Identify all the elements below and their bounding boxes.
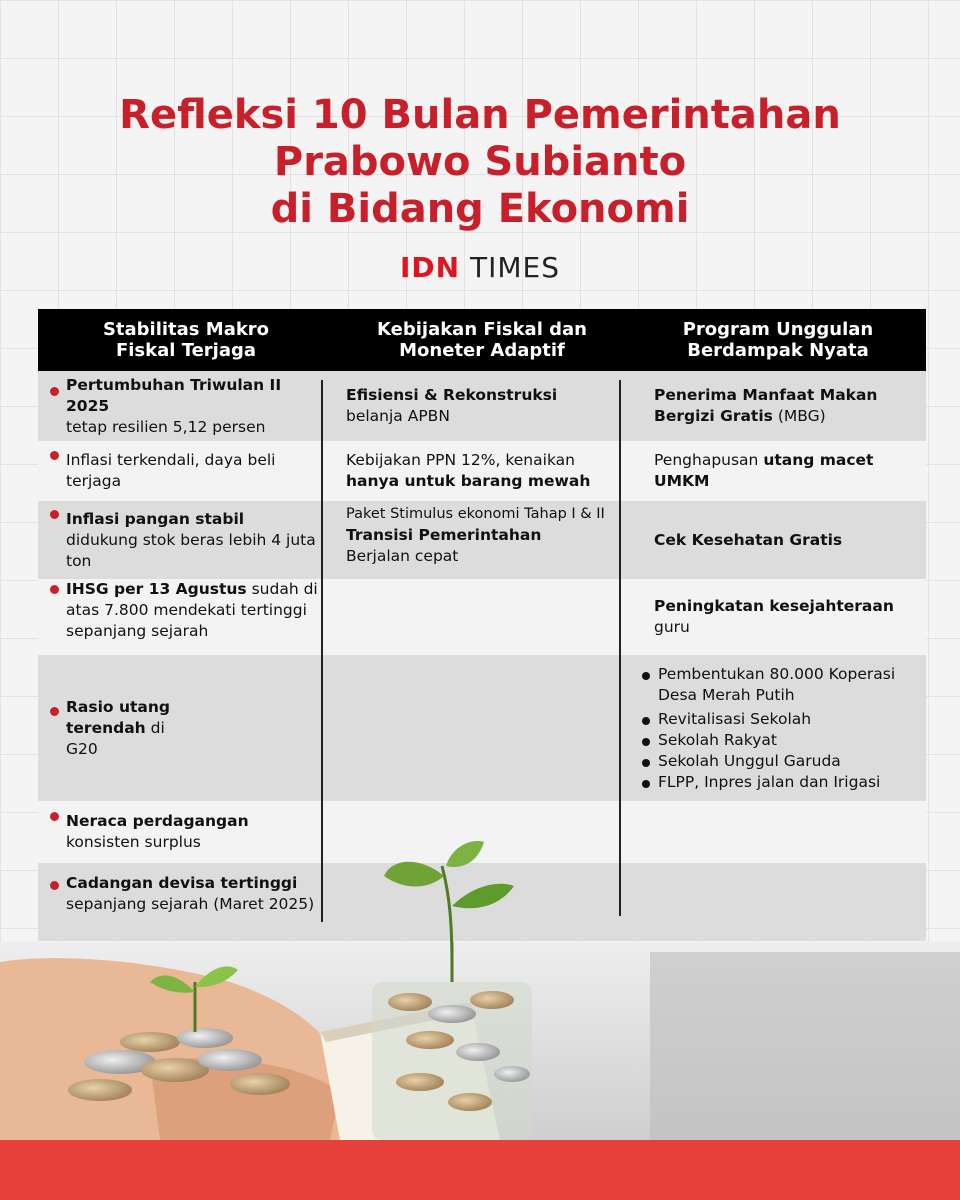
cell-bold-text: utang macet UMKM xyxy=(654,451,874,490)
table-cell xyxy=(38,801,334,863)
table-cell xyxy=(334,655,630,801)
cell-bold-text: Cek Kesehatan Gratis xyxy=(654,530,843,549)
cell-bold-text: Pertumbuhan Triwulan II 2025 xyxy=(66,375,282,415)
list-item: Sekolah Unggul Garuda xyxy=(638,751,920,772)
cell-bold-text: Rasio utang terendah xyxy=(66,697,171,737)
cell-bold-text: Penerima Manfaat Makan Bergizi Gratis xyxy=(654,386,878,425)
table-row xyxy=(38,441,926,501)
header-col-3-line-1: Program Unggulan xyxy=(682,319,874,340)
header-col-3 xyxy=(630,309,926,371)
table-row xyxy=(38,579,926,655)
cell-bold-text: Transisi Pemerintahan xyxy=(346,526,542,544)
table-cell xyxy=(630,801,926,863)
cell-bold-text: Neraca perdagangan xyxy=(66,812,249,830)
bullet-dot-icon xyxy=(50,881,59,890)
cell-text: (MBG) xyxy=(772,407,826,425)
cell-bold-text: Peningkatan kesejahteraan xyxy=(654,597,894,615)
footer-bar xyxy=(0,1140,960,1200)
program-list xyxy=(638,664,920,793)
plant-leaves-icon xyxy=(380,836,520,966)
bullet-dot-icon xyxy=(50,451,59,460)
cell-bold-text: Efisiensi & Rekonstruksi xyxy=(346,386,558,404)
cell-text: sepanjang sejarah (Maret 2025) xyxy=(66,895,315,913)
cell-text: sudah di atas 7.800 mendekati tertinggi sepanjang sejarah xyxy=(66,580,318,640)
table-cell xyxy=(38,441,334,501)
table-row xyxy=(38,655,926,801)
table-cell xyxy=(630,441,926,501)
cell-text: konsisten surplus xyxy=(66,833,201,851)
table-row xyxy=(38,501,926,579)
table-cell xyxy=(38,371,334,441)
header-col-2-line-1: Kebijakan Fiskal dan xyxy=(377,319,587,340)
page-title xyxy=(0,92,960,233)
bullet-dot-icon xyxy=(50,387,59,396)
table-cell xyxy=(334,371,630,441)
table-cell xyxy=(630,863,926,941)
cell-bold-text: hanya untuk barang mewah xyxy=(346,472,591,490)
cell-text: Penghapusan xyxy=(654,451,764,469)
header-col-2 xyxy=(334,309,630,371)
header-col-1-line-2: Fiskal Terjaga xyxy=(115,340,257,361)
cell-text: Inflasi terkendali, daya beli terjaga xyxy=(66,451,276,490)
table-cell xyxy=(630,501,926,579)
table-cell xyxy=(334,441,630,501)
column-divider xyxy=(321,380,323,922)
cell-text: tetap resilien 5,12 persen xyxy=(66,417,266,436)
table-row xyxy=(38,371,926,441)
title-line-3: di Bidang Ekonomi xyxy=(270,186,690,232)
table-cell xyxy=(38,579,334,655)
money-plant-photo xyxy=(0,942,960,1140)
table-cell xyxy=(38,501,334,579)
table-cell xyxy=(334,501,630,579)
list-item: Pembentukan 80.000 Koperasi Desa Merah Putih xyxy=(638,664,920,706)
table-header xyxy=(38,309,926,371)
brand-idn: IDN xyxy=(400,251,461,284)
cell-text: didukung stok beras lebih 4 juta ton xyxy=(66,530,316,570)
cell-bold-text: Inflasi pangan stabil xyxy=(66,509,245,528)
table-cell xyxy=(630,655,926,801)
header-col-2-line-2: Moneter Adaptif xyxy=(399,340,565,361)
table-cell xyxy=(38,655,334,801)
bullet-dot-icon xyxy=(50,707,59,716)
table-cell xyxy=(630,371,926,441)
column-divider xyxy=(619,380,621,916)
list-item: Sekolah Rakyat xyxy=(638,730,920,751)
bullet-dot-icon xyxy=(50,510,59,519)
list-item: Revitalisasi Sekolah xyxy=(638,709,920,730)
cell-text: di G20 xyxy=(66,718,165,758)
table-cell xyxy=(630,579,926,655)
cell-text: guru xyxy=(654,618,690,636)
table-cell xyxy=(334,579,630,655)
cell-bold-text: Cadangan devisa tertinggi xyxy=(66,874,298,892)
cell-bold-text: IHSG per 13 Agustus xyxy=(66,580,247,598)
table-cell xyxy=(38,863,334,941)
bullet-dot-icon xyxy=(50,812,59,821)
brand-times: TIMES xyxy=(470,251,560,284)
header-col-1-line-1: Stabilitas Makro xyxy=(102,319,270,340)
header-col-1 xyxy=(38,309,334,371)
brand-logo xyxy=(0,252,960,284)
cell-text: belanja APBN xyxy=(346,407,450,425)
title-line-1: Refleksi 10 Bulan Pemerintahan xyxy=(119,92,841,138)
cell-text: Kebijakan PPN 12%, kenaikan xyxy=(346,451,575,469)
header-col-3-line-2: Berdampak Nyata xyxy=(687,340,869,361)
title-line-2: Prabowo Subianto xyxy=(273,139,687,185)
cell-text: Berjalan cepat xyxy=(346,547,459,565)
cell-text: Paket Stimulus ekonomi Tahap I & II xyxy=(346,506,605,522)
list-item: FLPP, Inpres jalan dan Irigasi xyxy=(638,772,920,793)
bullet-dot-icon xyxy=(50,585,59,594)
